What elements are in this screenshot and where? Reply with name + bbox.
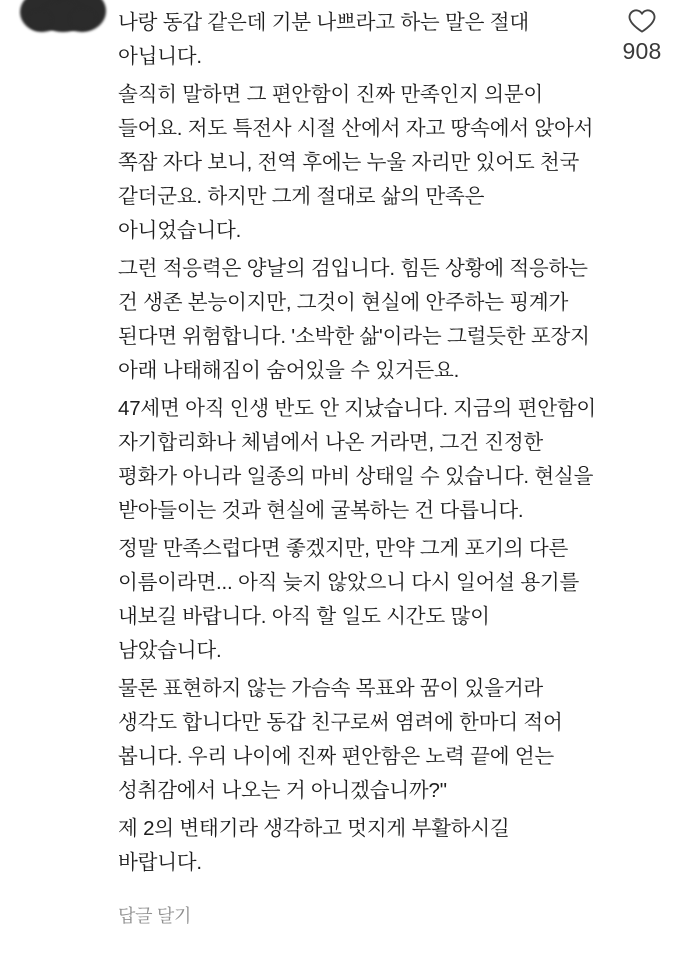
avatar[interactable] (18, 0, 110, 58)
like-count: 908 (622, 38, 662, 64)
comment-paragraph: 제 2의 변태기라 생각하고 멋지게 부활하시길 바랍니다. (118, 817, 510, 874)
comment-paragraph: 물론 표현하지 않는 가슴속 목표와 꿈이 있을거라 생각도 합니다만 동갑 친구로써 염려에 한마디 적어 봅니다. 우리 나이에 진짜 편안함은 노력 끝에 얻는 성취감에서 나오는 거 아니겠습니까?" (118, 677, 563, 802)
comment-paragraph: 그런 적응력은 양날의 검입니다. 힘든 상황에 적응하는 건 생존 본능이지만, 그것이 현실에 안주하는 핑계가 된다면 위험합니다. '소박한 삶'이라는 그럴듯한 포장지 아래 나태해짐이 숨어있을 수 있거든요. (118, 257, 590, 382)
comment-paragraph: 47세면 아직 인생 반도 안 지났습니다. 지금의 편안함이 자기합리화나 체념에서 나온 거라면, 그건 진정한 평화가 아니라 일종의 마비 상태일 수 있습니다. 현실을 받아들이는 것과 현실에 굴복하는 건 다릅니다. (118, 397, 597, 522)
comment-paragraph: 나랑 동갑 같은데 기분 나쁘라고 하는 말은 절대 아닙니다. (118, 11, 529, 68)
heart-outline-icon[interactable] (627, 6, 657, 36)
comment-paragraph: 정말 만족스럽다면 좋겠지만, 만약 그게 포기의 다른 이름이라면... 아직 늦지 않았으니 다시 일어설 용기를 내보길 바랍니다. 아직 할 일도 시간도 많이 남았습니다. (118, 537, 580, 662)
avatar-blob (70, 8, 96, 30)
avatar-blob (28, 10, 52, 30)
comment-paragraph: 솔직히 말하면 그 편안함이 진짜 만족인지 의문이 들어요. 저도 특전사 시절 산에서 자고 땅속에서 앉아서 쪽잠 자다 보니, 전역 후에는 누울 자리만 있어도 천국 같더군요. 하지만 그게 절대로 삶의 만족은 아니었습니다. (118, 83, 594, 242)
like-column[interactable] (610, 6, 674, 64)
reply-button[interactable]: 답글 달기 (118, 906, 192, 926)
comment-body (118, 6, 598, 880)
